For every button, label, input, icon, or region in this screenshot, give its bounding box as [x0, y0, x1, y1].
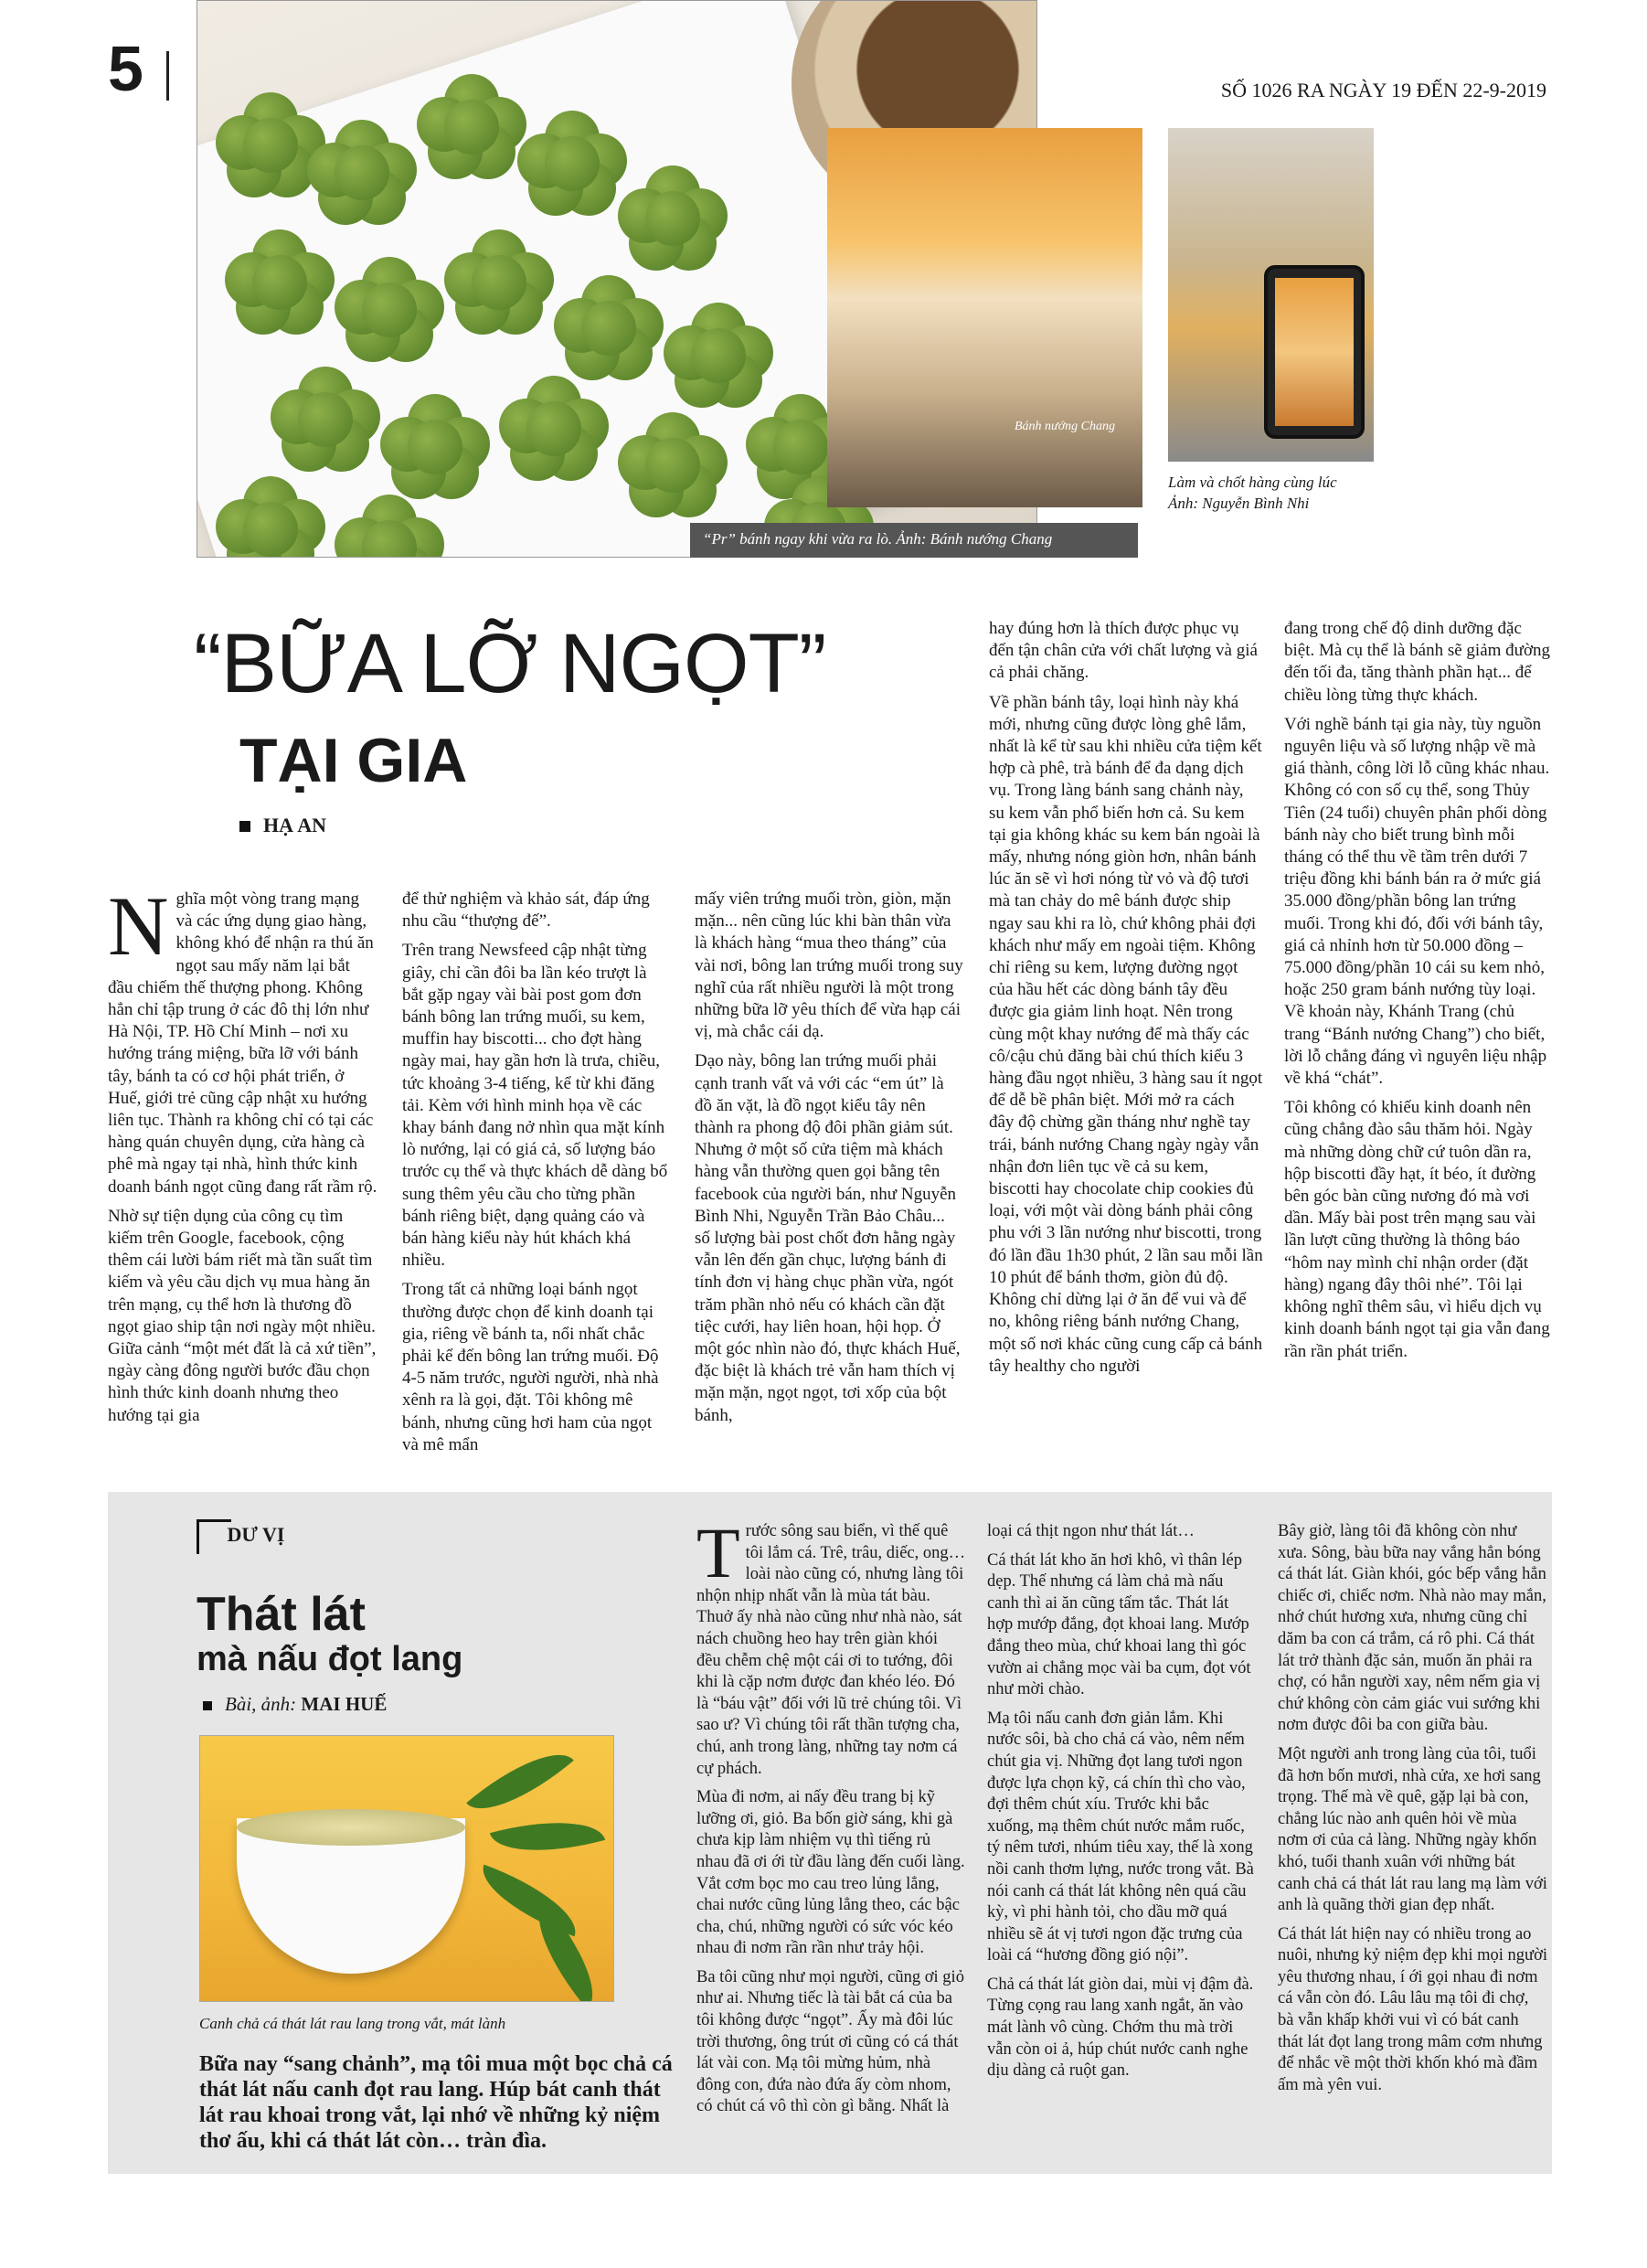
paragraph: Cá thát lát kho ăn hơi khô, vì thân lép dẹp. Thế nhưng cá làm chả mà nấu canh thì ai ăn cũng tấm tắc. Thát lát hợp mướp đắng, đọt khoai lang. Mướp đắng theo mùa, chứ khoai lang thì góc vườn ai chẳng mọc vài ba cụm, đọt vót như mời chào. — [987, 1550, 1251, 1699]
author-name: HẠ AN — [263, 814, 327, 836]
side-caption-line-2: Ảnh: Nguyễn Bình Nhi — [1168, 495, 1310, 512]
article-column-5 — [1284, 618, 1554, 1370]
box-subtitle: mà nấu đọt lang — [197, 1640, 463, 1678]
main-photo-caption: “Pr” bánh ngay khi vừa ra lò. Ảnh: Bánh nướng Chang — [690, 523, 1138, 558]
matcha-cookie-shape — [618, 165, 728, 266]
matcha-cookie-shape — [380, 394, 490, 495]
paragraph: hay đúng hơn là thích được phục vụ đến tận chân cửa với chất lượng và giá cả phải chăng. — [989, 619, 1258, 683]
header-divider — [166, 51, 169, 101]
paragraph: Một người anh trong làng của tôi, tuổi đã hơn bốn mươi, nhà cửa, xe hơi sang trọng. Thế mà về quê, gặp lại bà con, chẳng lúc nào anh quên hỏi về mùa nơm ơi của cả làng. Những ngày khốn khó, tuổi thanh xuân với những bát canh chả cá thát lát rau lang mạ làm với anh là quãng thời gian đẹp nhất. — [1278, 1744, 1547, 1915]
soup-photo — [199, 1735, 614, 2002]
author-label: Bài, ảnh: — [225, 1693, 297, 1715]
matcha-cookie-shape — [307, 120, 417, 220]
leaf-shape — [472, 1865, 587, 1937]
article-column-3 — [695, 889, 964, 1434]
matcha-cookie-shape — [444, 229, 554, 330]
broth-shape — [237, 1809, 465, 1846]
paragraph: Về phần bánh tây, loại hình này khá mới, nhưng cũng được lòng ghê lắm, nhất là kể từ sau khi nhiều cửa tiệm kết hợp cà phê, trà bánh để đa dạng dịch vụ. Trong làng bánh sang chảnh này, su kem vẫn phổ biến hơn cả. Su kem tại gia không khác su kem bán ngoài là mấy, nhưng nóng giòn hơn, nhân bánh lúc ăn sẽ vì hơi nóng từ vỏ và độ tươi mà tan chảy do mê bánh được ship ngay sau khi ra lò, chứ không phải đợi khách như mấy em ngoài tiệm. Không chỉ riêng su kem, lượng đường ngọt của hầu hết các dòng bánh tây đều được gia giảm linh hoạt. Nên trong cùng một khay nướng để mà thấy các cô/cậu chủ đăng bài chú thích kiểu 3 hàng đầu ngọt nhiều, 3 hàng sau ít ngọt để dễ bề phân biệt. Mới mở ra cách đây độ chừng gần tháng như nghề tay trái, bánh nướng Chang ngày ngày vẫn nhận đơn liên tục về cả su kem, biscotti hay chocolate chip cookies đủ loại, với một vài dòng bánh phải công phu với 3 lần nướng như biscotti, trong đó lần đầu 1h30 phút, 2 lần sau mỗi lần 10 phút để bánh thơm, giòn đủ độ. Không chỉ dừng lại ở ăn để vui và để no, không riêng bánh nướng Chang, một số nơi khác cũng cung cấp cả bánh tây healthy cho người — [989, 692, 1263, 1376]
paragraph: Ba tôi cũng như mọi người, cũng ơi giỏ như ai. Nhưng tiếc là tài bắt cá của ba tôi không được “ngọt”. Ấy mà đôi lúc trời thương, ông trút ơi cũng có cá thát lát vài con. Mạ tôi mừng hủm, nhà đông con, đứa nào đứa ấy còm nhom, có chút cá vô thì còn gì bằng. Nhất là — [696, 1967, 964, 2116]
box-lead: Bữa nay “sang chảnh”, mạ tôi mua một bọc chả cá thát lát nấu canh đọt rau lang. Húp bát canh thát lát rau khoai trong vắt, lại nhớ về những kỷ niệm thơ ấu, khi cá thát lát còn… tràn đìa. — [199, 2052, 673, 2153]
dropcap: T — [696, 1513, 740, 1592]
paragraph: để thử nghiệm và khảo sát, đáp ứng nhu cầu “thượng đế”. — [402, 889, 650, 932]
soup-photo-caption: Canh chả cá thát lát rau lang trong vắt, mát lành — [199, 2015, 506, 2032]
kicker-label: DƯ VỊ — [227, 1523, 285, 1547]
side-caption-line-1: Làm và chốt hàng cùng lúc — [1168, 474, 1337, 491]
paragraph: Với nghề bánh tại gia này, tùy nguồn nguyên liệu và số lượng nhập về mà giá thành, công lời lỗ cũng khác nhau. Không có con số cụ thể, song Thủy Tiên (24 tuổi) chuyên phân phối dòng bánh này cho biết trung bình mỗi tháng có thể thu về tầm trên dưới 7 triệu đồng khi bánh bán ra ở mức giá 35.000 đồng/phần bông lan trứng muối. Trong khi đó, đối với bánh tây, giá cả nhỉnh hơn từ 50.000 đồng – 75.000 đồng/phần 10 cái su kem nhỏ, hoặc 250 gram bánh nướng tùy loại. Về khoản này, Khánh Trang (chủ trang “Bánh nướng Chang”) cho biết, lời lỗ chẳng đáng vì nguyên liệu nhập về khá “chát”. — [1284, 714, 1550, 1089]
paragraph: Tôi không có khiếu kinh doanh nên cũng chẳng đào sâu thăm hỏi. Ngày mà những dòng chữ cứ tuôn dần ra, hộp biscotti đầy hạt, ít béo, ít đường bên góc bàn cũng nương đó mà vơi dần. Mấy bài post trên mạng sau vài lần lượt cũng thường là thông báo “hôm nay mình chỉ nhận order (đặt hàng) ngang đây thôi nhé”. Tôi lại không nghĩ thêm sâu, vì hiểu dịch vụ kinh doanh bánh ngọt tại gia vẫn đang rần rần phát triển. — [1284, 1098, 1550, 1361]
paragraph: Dạo này, bông lan trứng muối phải cạnh tranh vất vả với các “em út” là đồ ăn vặt, là đồ ngọt kiểu tây nên thành ra phong độ đôi phần giảm sút. Nhưng ở một số cửa tiệm mà khách hàng vẫn thường quen gọi bằng tên facebook của người bán, như Nguyễn Bình Nhi, Nguyễn Trần Bảo Châu... số lượng bài post chốt đơn hằng ngày vẫn lên đến gần chục, lượng bánh đi tính đơn vị hàng chục phần vừa, ngót trăm phần nhỏ nếu có khách cần đặt tiệc cưới, hay liên hoan, hội họp. Ở một góc nhìn nào đó, thực khách Huế, đặc biệt là khách trẻ vẫn ham thích vị mặn mặn, ngọt ngọt, tơi xốp của bột bánh, — [695, 1051, 961, 1425]
paragraph: đang trong chế độ dinh dưỡng đặc biệt. Mà cụ thể là bánh sẽ giảm đường đến tối đa, tăng thành phần hạt... để chiều lòng từng thực khách. — [1284, 619, 1551, 705]
author-name: MAI HUẾ — [301, 1693, 388, 1715]
box-column-2 — [987, 1521, 1257, 2090]
kicker-bracket-icon — [197, 1519, 231, 1554]
matcha-cookie-shape — [335, 495, 444, 558]
matcha-cookie-shape — [335, 257, 444, 357]
article-column-1 — [108, 879, 377, 1434]
article-column-4 — [989, 618, 1263, 1385]
paragraph: Trong tất cả những loại bánh ngọt thường được chọn để kinh doanh tại gia, riêng về bánh ta, nổi nhất chắc phải kể đến bông lan trứng muối. Độ 4-5 năm trước, người người, nhà nhà xênh ra là gọi, đặt. Tôi không mê bánh, nhưng cũng hơi ham của ngọt và mê mẩn — [402, 1280, 659, 1454]
paragraph: mấy viên trứng muối tròn, giòn, mặn mặn... nên cũng lúc khi bàn thân vừa là khách hàng “mua theo tháng” của vài nơi, bông lan trứng muối trong suy nghĩ của rất nhiều người là một trong những bữa lỡ yêu thích để vừa hạp cái vị, mà chắc cái dạ. — [695, 889, 963, 1042]
article-subtitle: TẠI GIA — [239, 726, 468, 795]
paragraph: Mùa đi nơm, ai nấy đều trang bị kỹ lưỡng ơi, giỏ. Ba bốn giờ sáng, khi gà chưa kịp làm nhiệm vụ thì tiếng rủ nhau đã ơi ới từ đầu làng đến cuối làng. Vắt cơm bọc mo cau treo lủng lẳng, chai nước cũng lủng lẳng theo, các bậc cha, chú, những người có sức vóc kéo nhau đi nơm rần rần như trảy hội. — [696, 1788, 965, 1958]
paragraph: Chả cá thát lát giòn dai, mùi vị đậm đà. Từng cọng rau lang xanh ngắt, ăn vào mát lành vô cùng. Chớm thu mà trời vẫn còn oi ả, húp chút nước canh nghe dịu dàng cả ruột gan. — [987, 1975, 1254, 2081]
paragraph: Trên trang Newsfeed cập nhật từng giây, chỉ cần đôi ba lần kéo trượt là bắt gặp ngay vài bài post gom đơn bánh bông lan trứng muối, su kem, muffin hay biscotti... cho đợt hàng ngày mai, hay gần hơn là trưa, chiều, tức khoảng 3-4 tiếng, kể từ khi đăng tải. Kèm với hình minh họa về các khay bánh đang nở nhìn qua mặt kính lò nướng, lại có giá cả, số lượng báo trước cụ thể và thực khách dễ dàng bổ sung thêm yêu cầu cho từng phần bánh riêng biệt, dạng quảng cáo và bán hàng kiểu này hút khách khá nhiều. — [402, 941, 668, 1271]
matcha-cookie-shape — [618, 412, 728, 513]
leaf-shape — [490, 1805, 605, 1869]
pastry-watermark: Bánh nướng Chang — [1015, 420, 1115, 433]
box-column-3 — [1278, 1521, 1547, 2103]
paragraph: ghĩa một vòng trang mạng và các ứng dụng giao hàng, không khó để nhận ra thú ăn ngọt sau mấy năm lại bắt đầu chiếm thế thượng phong. Không hẳn chỉ tập trung ở các đô thị lớn như Hà Nội, TP. Hồ Chí Minh – nơi xu hướng tráng miệng, bữa lỡ với bánh tây, bánh ta có cơ hội phát triển, ở Huế, giới trẻ cũng cập nhật xu hướng liên tục. Thành ra không chỉ có tại các hàng quán chuyên dụng, cửa hàng cà phê mà ngay tại nhà, hình thức kinh doanh bánh ngọt cũng đang rất rầm rộ. — [108, 889, 377, 1197]
paragraph: loại cá thịt ngon như thát lát… — [987, 1522, 1195, 1540]
paragraph: Nhờ sự tiện dụng của công cụ tìm kiếm trên Google, facebook, cộng thêm cái lười bám riết mà tần suất tìm kiếm và yêu cầu dịch vụ mua hàng ăn trên mạng, cụ thể hơn là thương đồ ngọt giao ship tận nơi ngày một nhiều. Giữa cảnh “một mét đất là cả xứ tiền”, ngày càng đông người bước đầu chọn hình thức kinh doanh nhưng theo hướng tại gia — [108, 1206, 377, 1425]
kitchen-phone-photo — [1168, 128, 1374, 462]
matcha-cookie-shape — [499, 376, 609, 476]
issue-info: SỐ 1026 RA NGÀY 19 ĐẾN 22-9-2019 — [1220, 79, 1546, 101]
paragraph: Cá thát lát hiện nay có nhiều trong ao nuôi, nhưng kỷ niệm đẹp khi mọi người yêu thương nhau, í ới gọi nhau đi nơm cá vẫn còn đó. Lâu lâu mạ tôi đi chợ, bà vẫn khấp khởi vui vì có bát canh thát lát đọt lang trong mâm cơm nhưng để nhắc về một thời khốn khó mà đầm ấm mà yên vui. — [1278, 1924, 1547, 2094]
matcha-cookie-shape — [554, 275, 664, 376]
leaf-shape — [466, 1735, 574, 1831]
article-author — [239, 814, 326, 837]
page-number: 5 — [108, 33, 143, 104]
paragraph: rước sông sau biển, vì thế quê tôi lắm cá. Trê, trâu, diếc, ong… loài nào cũng có, nhưng làng tôi nhộn nhịp nhất vẫn là mùa tát bàu. Thuở ấy nhà nào cũng như nhà nào, sát nách chuồng heo hay trên giàn khói đều chễm chệ một cái ơi to tướng, đôi khi là cặp nơm được đan khéo léo. Đó là “báu vật” đối với lũ trẻ chúng tôi. Vì sao ư? Vì chúng tôi rất thần tượng cha, chú, anh trong làng, những tay nơm cá cự phách. — [696, 1522, 966, 1778]
box-author — [203, 1693, 387, 1716]
paragraph: Mạ tôi nấu canh đơn giản lắm. Khi nước sôi, bà cho chả cá vào, nêm nếm chút gia vị. Những đọt lang tươi ngon được lựa chọn kỹ, cá chín thì cho vào, đợi thêm chút xíu. Trước khi bắc xuống, mạ thêm chút nước mắm ruốc, tý nêm tươi, nhúm tiêu xay, thế là xong nồi canh thơm lựng, nước trong vắt. Bà nói canh cá thát lát không nên quá cầu kỳ, vì phi hành tỏi, cho dầu mỡ quá nhiều sẽ át vị tươi ngon đặc trưng của loài cá “hương đồng gió nội”. — [987, 1709, 1254, 1965]
article-column-2 — [402, 889, 672, 1464]
matcha-cookie-shape — [271, 367, 380, 467]
paragraph: Bây giờ, làng tôi đã không còn như xưa. Sông, bàu bữa nay vắng hẳn bóng cá thát lát. Giàn khói, góc bếp vắng hẳn chiếc ơi, chiếc nơm. Nhà nào may mắn, nhớ chút hương xưa, nhưng cũng chỉ dăm ba con cá trắm, cá rô phi. Cá thát lát trở thành đặc sản, muốn ăn phải ra chợ, có hẳn người xay, nêm nếm gia vị chứ không còn cảm giác vui sướng khi nơm được đôi ba con giữa bàu. — [1278, 1522, 1546, 1735]
article-title: “BỮA LỠ NGỌT” — [194, 617, 826, 710]
matcha-cookie-shape — [225, 229, 335, 330]
box-title: Thát lát — [197, 1588, 366, 1641]
box-kicker — [197, 1519, 284, 1554]
matcha-cookie-shape — [664, 303, 773, 403]
pastry-box-photo — [827, 128, 1142, 507]
matcha-cookie-shape — [216, 476, 325, 558]
matcha-cookie-shape — [517, 111, 627, 211]
matcha-cookie-shape — [417, 74, 526, 175]
dropcap: N — [108, 879, 169, 973]
box-column-1 — [696, 1513, 966, 2125]
side-photo-caption — [1168, 472, 1406, 514]
phone-shape — [1264, 265, 1365, 439]
